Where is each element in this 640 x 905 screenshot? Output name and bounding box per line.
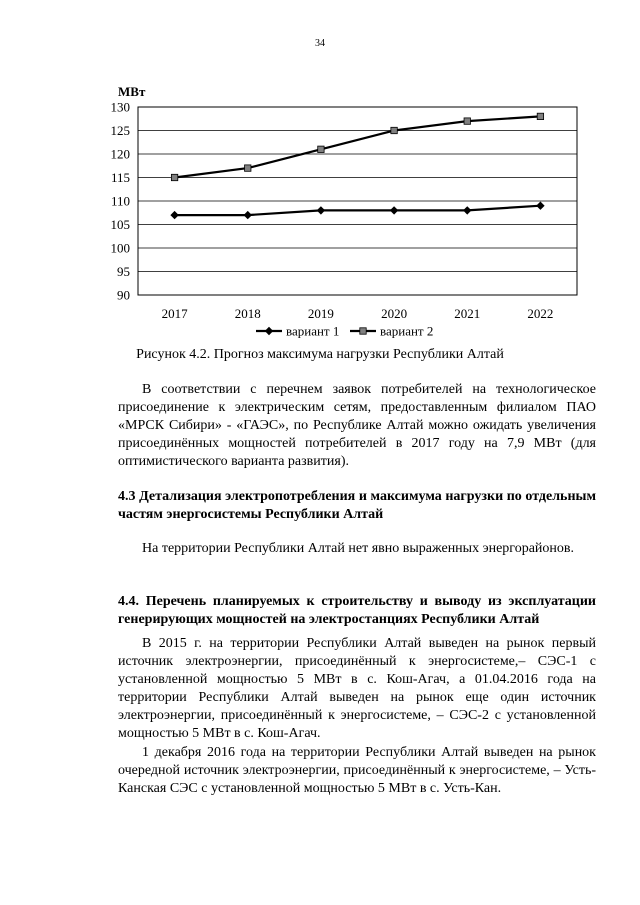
data-point-series-1	[317, 206, 325, 214]
data-point-series-2	[464, 118, 470, 124]
data-point-series-1	[170, 211, 178, 219]
data-point-series-1	[463, 206, 471, 214]
paragraph-connection-requests: В соответствии с перечнем заявок потребителей на технологическое присоединение к электрическим сетям, предоставленным филиалом ПАО «МРСК Сибири» - «ГАЭС», по Республике Алтай можно ожидать увеличения присоединённых мощностей потребителей в 2017 году на 7,9 МВт (для оптимистического варианта развития).	[118, 382, 596, 469]
y-tick-label: 105	[110, 217, 130, 232]
data-point-series-1	[390, 206, 398, 214]
y-tick-label: 130	[110, 99, 130, 115]
legend-marker-1	[265, 327, 273, 335]
x-tick-label: 2018	[234, 306, 261, 321]
paragraph-ust-kan-solar: 1 декабря 2016 года на территории Республики Алтай выведен на рынок очередной источник электроэнергии, присоединённый к энергосистеме, – Усть-Канская СЭС с установленной мощностью 5 МВт в с. Усть-Кан.	[118, 745, 596, 796]
paragraph-energy-districts: На территории Республики Алтай нет явно выраженных энергорайонов.	[142, 541, 574, 556]
x-tick-label: 2019	[307, 306, 334, 321]
y-tick-label: 115	[110, 170, 130, 185]
y-tick-label: 120	[110, 146, 130, 162]
y-tick-label: 95	[117, 264, 130, 279]
legend-label-2: вариант 2	[380, 323, 434, 339]
section-heading-4-4: 4.4. Перечень планируемых к строительству и выводу из эксплуатации генерирующих мощностей на электростанциях Республики Алтай	[118, 594, 596, 627]
y-tick-label: 125	[110, 123, 130, 138]
data-point-series-2	[171, 174, 177, 180]
y-tick-label: 90	[117, 287, 130, 303]
y-axis-unit-label: МВт	[118, 84, 146, 99]
data-point-series-2	[318, 146, 324, 152]
series-line-1	[175, 206, 541, 215]
data-point-series-2	[391, 127, 397, 133]
data-point-series-1	[536, 202, 544, 210]
x-tick-label: 2021	[454, 306, 481, 321]
data-point-series-1	[244, 211, 252, 219]
data-point-series-2	[537, 113, 543, 119]
series-line-2	[175, 116, 541, 177]
x-tick-label: 2020	[381, 306, 408, 321]
load-forecast-chart	[0, 0, 640, 345]
y-tick-label: 110	[110, 193, 130, 209]
figure-caption: Рисунок 4.2. Прогноз максимума нагрузки Республики Алтай	[136, 347, 504, 362]
legend-marker-2	[360, 328, 366, 334]
x-tick-label: 2022	[527, 306, 554, 321]
legend-label-1: вариант 1	[286, 323, 340, 339]
x-tick-label: 2017	[161, 306, 188, 321]
paragraph-solar-plants-2015: В 2015 г. на территории Республики Алтай выведен на рынок первый источник электроэнергии, присоединённый к энергосистеме,– СЭС-1 с установленной мощностью 5 МВт в с. Кош-Агач, а 01.04.2016 года на территории Республики Алтай выведен на рынок еще один источник электроэнергии, присоединённый к энергосистеме, – СЭС-2 с установленной мощностью 5 МВт в с. Кош-Агач.	[118, 636, 596, 741]
data-point-series-2	[245, 165, 251, 171]
y-tick-label: 100	[110, 240, 130, 256]
section-heading-4-3: 4.3 Детализация электропотребления и максимума нагрузки по отдельным частям энергосистемы Республики Алтай	[118, 489, 596, 522]
page-number: 34	[315, 38, 325, 49]
